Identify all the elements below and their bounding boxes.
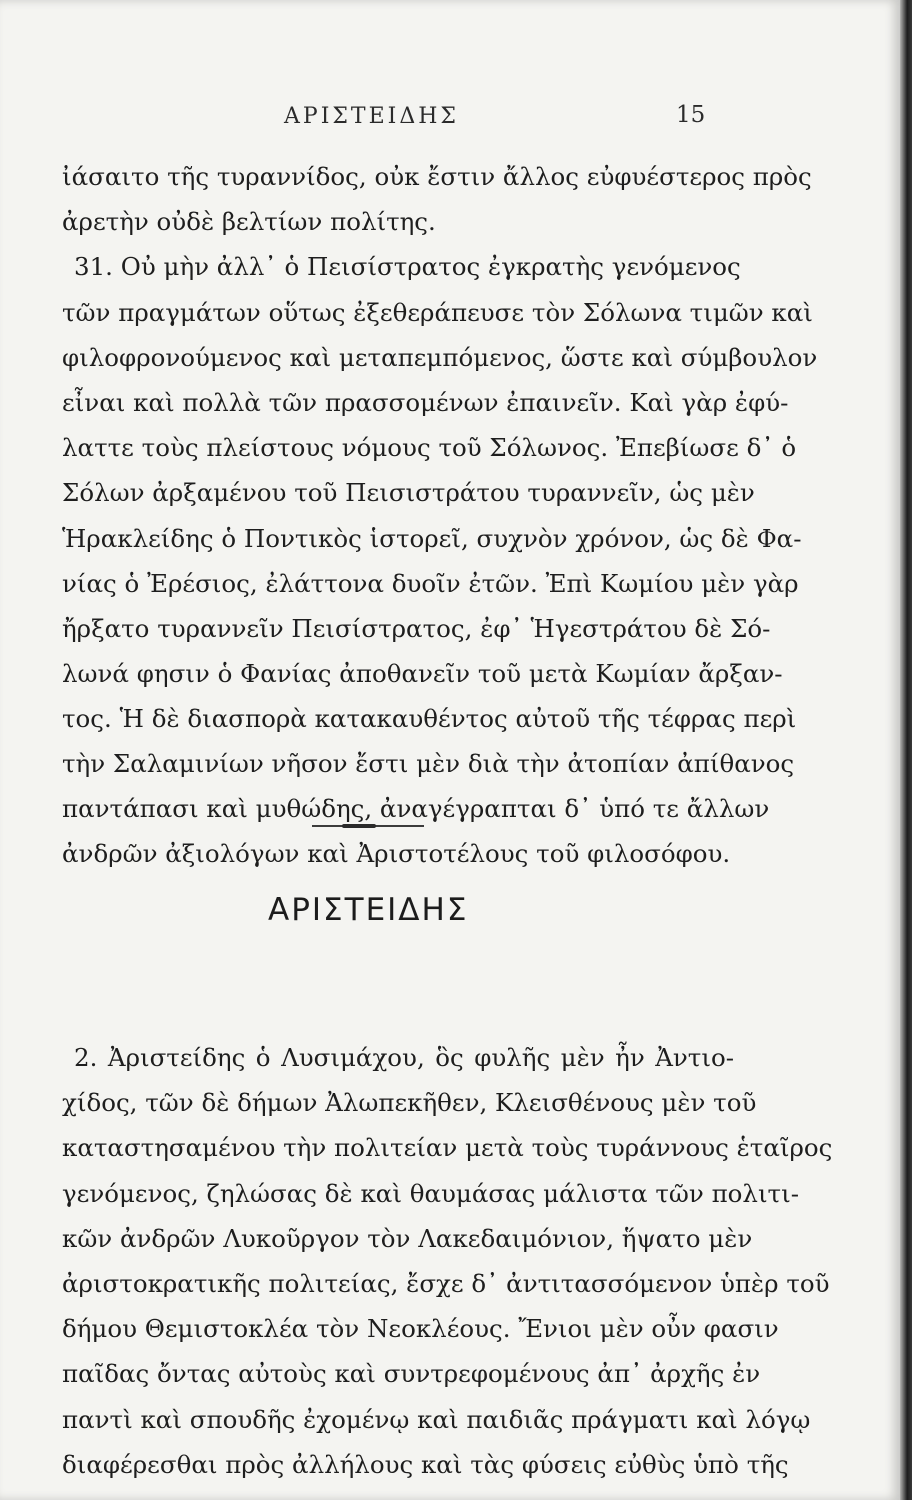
paragraph-2-start: 2. Ἀριστείδης ὁ Λυσιμάχου, ὃς φυλῆς μὲν ἦν Ἀντιο-	[74, 1043, 734, 1072]
text-line: νίας ὁ Ἐρέσιος, ἐλάττονα δυοῖν ἐτῶν. Ἐπὶ Κωμίου μὲν γὰρ	[62, 568, 799, 598]
passage-aristeides	[62, 1035, 833, 1487]
running-head	[0, 98, 900, 134]
text-line: τὴν Σαλαμινίων νῆσον ἔστι μὲν διὰ τὴν ἀτοπίαν ἀπίθανος	[62, 749, 795, 778]
paragraph-31-start: 31. Οὐ μὴν ἀλλ᾽ ὁ Πεισίστρατος ἐγκρατὴς γενόμενος	[74, 252, 741, 282]
text-line: καταστησαμένου τὴν πολιτείαν μετὰ τοὺς τυράννους ἑταῖρος	[62, 1133, 833, 1163]
text-line: ἀνδρῶν ἀξιολόγων καὶ Ἀριστοτέλους τοῦ φιλοσόφου.	[62, 839, 731, 869]
text-line: Ἡρακλείδης ὁ Ποντικὸς ἱστορεῖ, συχνὸν χρόνον, ὡς δὲ Φα-	[62, 523, 802, 553]
text-line: λαττε τοὺς πλείστους νόμους τοῦ Σόλωνος. Ἐπεβίωσε δ᾽ ὁ	[62, 433, 797, 463]
text-line: χίδος, τῶν δὲ δήμων Ἀλωπεκῆθεν, Κλεισθένους μὲν τοῦ	[62, 1088, 757, 1118]
text-line: παντάπασι καὶ μυθώδης, ἀναγέγραπται δ᾽ ὑπό τε ἄλλων	[62, 794, 770, 824]
page-number: 15	[676, 102, 706, 128]
section-divider	[312, 825, 424, 827]
running-title: ΑΡΙΣΤΕΙΔΗΣ	[284, 104, 459, 129]
text-line: παῖδας ὄντας αὐτοὺς καὶ συντρεφομένους ἀπ᾽ ἀρχῆς ἐν	[62, 1359, 761, 1389]
text-line: τος. Ἡ δὲ διασπορὰ κατακαυθέντος αὐτοῦ τῆς τέφρας περὶ	[62, 704, 797, 734]
text-line: εἶναι καὶ πολλὰ τῶν πρασσομένων ἐπαινεῖν. Καὶ γὰρ ἐφύ-	[62, 387, 789, 417]
text-line: δήμου Θεμιστοκλέα τὸν Νεοκλέους. Ἔνιοι μὲν οὖν φασιν	[62, 1314, 779, 1344]
passage-solon-continued	[62, 741, 795, 877]
section-heading: ΑΡΙΣΤΕΙΔΗΣ	[268, 892, 469, 928]
text-line: ἀρετὴν οὐδὲ βελτίων πολίτης.	[62, 207, 436, 237]
text-line: λωνά φησιν ὁ Φανίας ἀποθανεῖν τοῦ μετὰ Κωμίαν ἄρξαν-	[62, 659, 783, 689]
text-line: φιλοφρονούμενος καὶ μεταπεμπόμενος, ὥστε καὶ σύμβουλον	[62, 342, 818, 372]
text-line: ἤρξατο τυραννεῖν Πεισίστρατος, ἐφ᾽ Ἡγεστράτου δὲ Σό-	[62, 613, 771, 643]
text-line: Σόλων ἀρξαμένου τοῦ Πεισιστράτου τυραννεῖν, ὡς μὲν	[62, 478, 755, 508]
text-line: γενόμενος, ζηλώσας δὲ καὶ θαυμάσας μάλιστα τῶν πολιτι-	[62, 1178, 799, 1208]
text-line: διαφέρεσθαι πρὸς ἀλλήλους καὶ τὰς φύσεις εὐθὺς ὑπὸ τῆς	[62, 1449, 789, 1479]
text-line: ἀριστοκρατικῆς πολιτείας, ἔσχε δ᾽ ἀντιτασσόμενον ὑπὲρ τοῦ	[62, 1268, 830, 1298]
text-line: ἰάσαιτο τῆς τυραννίδος, οὐκ ἔστιν ἄλλος εὐφυέστερος πρὸς	[62, 162, 812, 191]
passage-solon	[62, 154, 818, 741]
text-line: παντὶ καὶ σπουδῆς ἐχομένῳ καὶ παιδιᾶς πράγματι καὶ λόγῳ	[62, 1404, 811, 1434]
page-edge-shadow	[900, 0, 912, 1500]
text-line: τῶν πραγμάτων οὕτως ἐξεθεράπευσε τὸν Σόλωνα τιμῶν καὶ	[62, 297, 813, 327]
text-line: κῶν ἀνδρῶν Λυκοῦργον τὸν Λακεδαιμόνιον, ἥψατο μὲν	[62, 1223, 753, 1253]
